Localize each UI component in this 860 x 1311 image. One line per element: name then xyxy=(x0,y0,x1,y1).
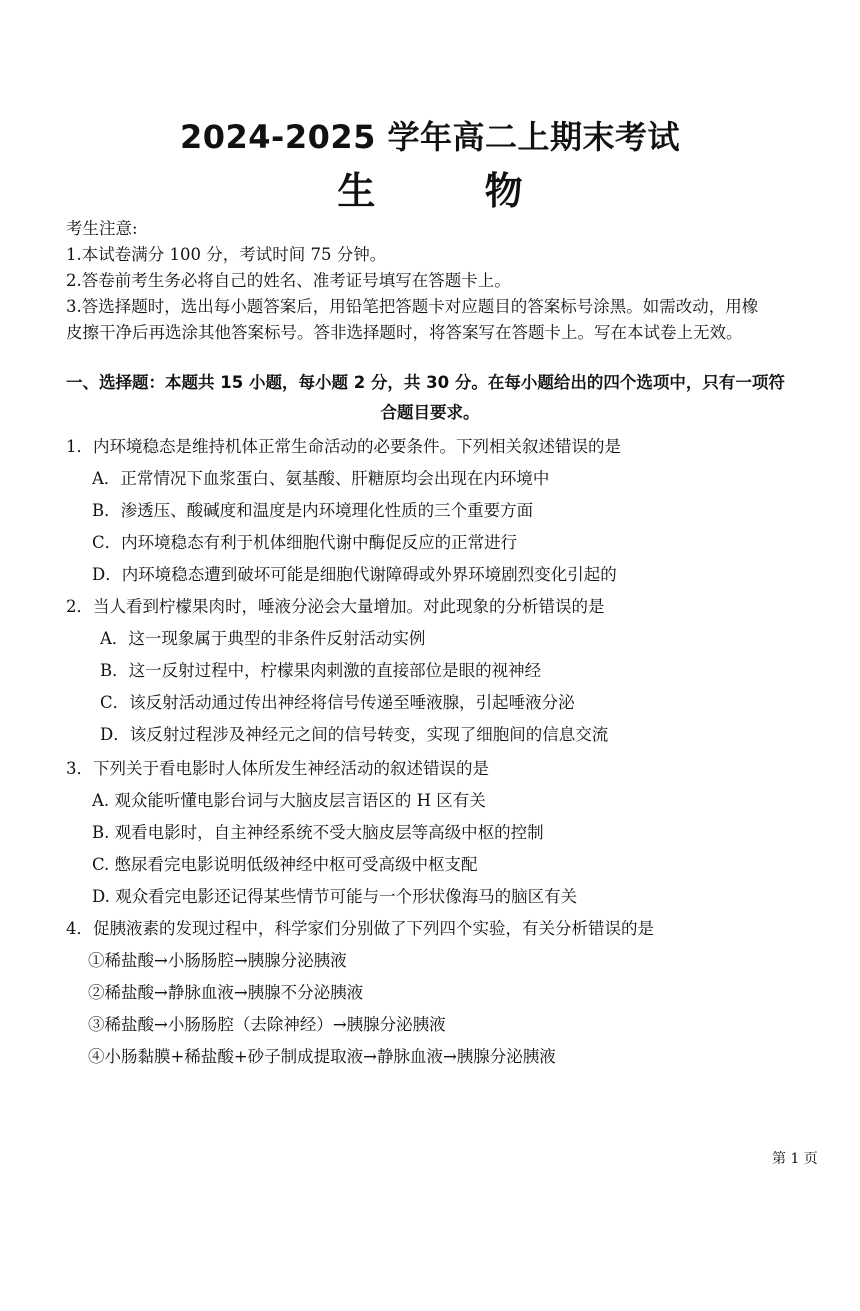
notice-item: 1.本试卷满分 100 分，考试时间 75 分钟。 xyxy=(66,245,387,264)
subject-title: 生 物 xyxy=(337,169,571,213)
exam-title: 2024-2025 学年高二上期末考试 xyxy=(179,118,681,156)
question-option: B．这一反射过程中，柠檬果肉刺激的直接部位是眼的视神经 xyxy=(100,661,542,680)
question-option: D. 观众看完电影还记得某些情节可能与一个形状像海马的脑区有关 xyxy=(92,887,578,906)
question-option: A．正常情况下血浆蛋白、氨基酸、肝糖原均会出现在内环境中 xyxy=(92,469,550,488)
question-stem: 4．促胰液素的发现过程中，科学家们分别做了下列四个实验，有关分析错误的是 xyxy=(66,919,654,938)
question-option: D．该反射过程涉及神经元之间的信号转变，实现了细胞间的信息交流 xyxy=(100,725,609,744)
section-heading: 一、选择题：本题共 15 小题，每小题 2 分，共 30 分。在每小题给出的四个选项中，只有一项符 xyxy=(66,373,785,392)
question-stem: 1．内环境稳态是维持机体正常生命活动的必要条件。下列相关叙述错误的是 xyxy=(66,437,621,456)
question-option: D．内环境稳态遭到破坏可能是细胞代谢障碍或外界环境剧烈变化引起的 xyxy=(92,565,617,584)
question-option: C．内环境稳态有利于机体细胞代谢中酶促反应的正常进行 xyxy=(92,533,518,552)
experiment-step: ②稀盐酸→静脉血液→胰腺不分泌胰液 xyxy=(88,983,364,1002)
question-option: A．这一现象属于典型的非条件反射活动实例 xyxy=(100,629,426,648)
question-option: A. 观众能听懂电影台词与大脑皮层言语区的 H 区有关 xyxy=(92,791,486,810)
experiment-step: ④小肠黏膜+稀盐酸+砂子制成提取液→静脉血液→胰腺分泌胰液 xyxy=(88,1047,556,1066)
notice-item: 皮擦干净后再选涂其他答案标号。答非选择题时，将答案写在答题卡上。写在本试卷上无效。 xyxy=(66,323,743,342)
question-option: C．该反射活动通过传出神经将信号传递至唾液腺，引起唾液分泌 xyxy=(100,693,575,712)
question-option: B. 观看电影时，自主神经系统不受大脑皮层等高级中枢的控制 xyxy=(92,823,544,842)
question-option: B．渗透压、酸碱度和温度是内环境理化性质的三个重要方面 xyxy=(92,501,534,520)
section-heading-continued: 合题目要求。 xyxy=(380,403,480,422)
notice-item: 2.答卷前考生务必将自己的姓名、准考证号填写在答题卡上。 xyxy=(66,271,511,290)
notice-item: 3.答选择题时，选出每小题答案后，用铅笔把答题卡对应题目的答案标号涂黑。如需改动，用橡 xyxy=(66,297,759,316)
page-number: 第 1 页 xyxy=(772,1151,818,1167)
question-stem: 2．当人看到柠檬果肉时，唾液分泌会大量增加。对此现象的分析错误的是 xyxy=(66,597,605,616)
question-option: C. 憋尿看完电影说明低级神经中枢可受高级中枢支配 xyxy=(92,855,478,874)
notice-heading: 考生注意: xyxy=(66,219,138,238)
experiment-step: ①稀盐酸→小肠肠腔→胰腺分泌胰液 xyxy=(88,951,347,970)
question-stem: 3．下列关于看电影时人体所发生神经活动的叙述错误的是 xyxy=(66,759,489,778)
experiment-step: ③稀盐酸→小肠肠腔（去除神经）→胰腺分泌胰液 xyxy=(88,1015,446,1034)
